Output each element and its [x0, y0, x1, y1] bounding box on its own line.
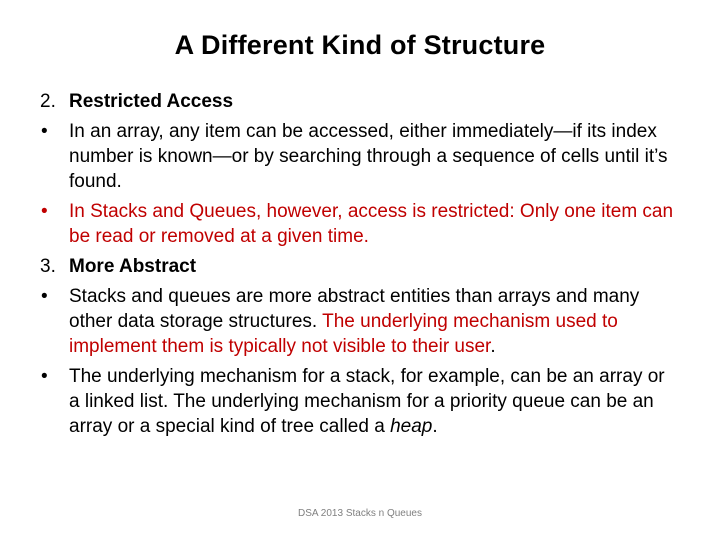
bullet-text-period: .: [490, 336, 496, 357]
slide-title: A Different Kind of Structure: [174, 30, 546, 60]
bullet-text: [69, 286, 639, 357]
bullet-text: In Stacks and Queues, however, access is restricted: Only one item can be read or removed at a given time.: [69, 201, 674, 247]
section-number: 3.: [40, 256, 56, 277]
bullet-abstract-entities: [40, 284, 680, 359]
section-heading-restricted-access: [40, 89, 680, 114]
bullet-marker: •: [41, 286, 48, 307]
content-list: [40, 89, 680, 444]
section-number: 2.: [40, 91, 56, 112]
bullet-restricted-access: [40, 199, 680, 249]
bullet-marker: •: [41, 366, 48, 387]
bullet-text: In an array, any item can be accessed, either immediately—if its index number is known—or by searching through a sequence of cells until it’s found.: [69, 121, 668, 192]
section-heading-text: Restricted Access: [69, 91, 234, 112]
bullet-array-access: [40, 119, 680, 194]
bullet-text: [69, 366, 665, 437]
bullet-marker: •: [41, 121, 48, 142]
bullet-text-plain: Stacks and queues are more abstract entities than arrays and many other data storage structures.: [69, 286, 640, 332]
bullet-underlying-mechanism: [40, 364, 680, 439]
bullet-text-emphasis: The underlying mechanism used to implement them is typically not visible to their user: [69, 311, 618, 357]
bullet-text-italic-heap: heap: [390, 416, 433, 437]
bullet-text-plain: The underlying mechanism for a stack, for example, can be an array or a linked list. The underlying mechanism for a priority queue can be an array or a special kind of tree called a: [69, 366, 665, 437]
slide-footer: DSA 2013 Stacks n Queues: [298, 508, 422, 519]
section-heading-more-abstract: [40, 254, 680, 279]
section-heading-text: More Abstract: [69, 256, 197, 277]
bullet-text-period: .: [432, 416, 438, 437]
bullet-marker: •: [41, 201, 48, 222]
